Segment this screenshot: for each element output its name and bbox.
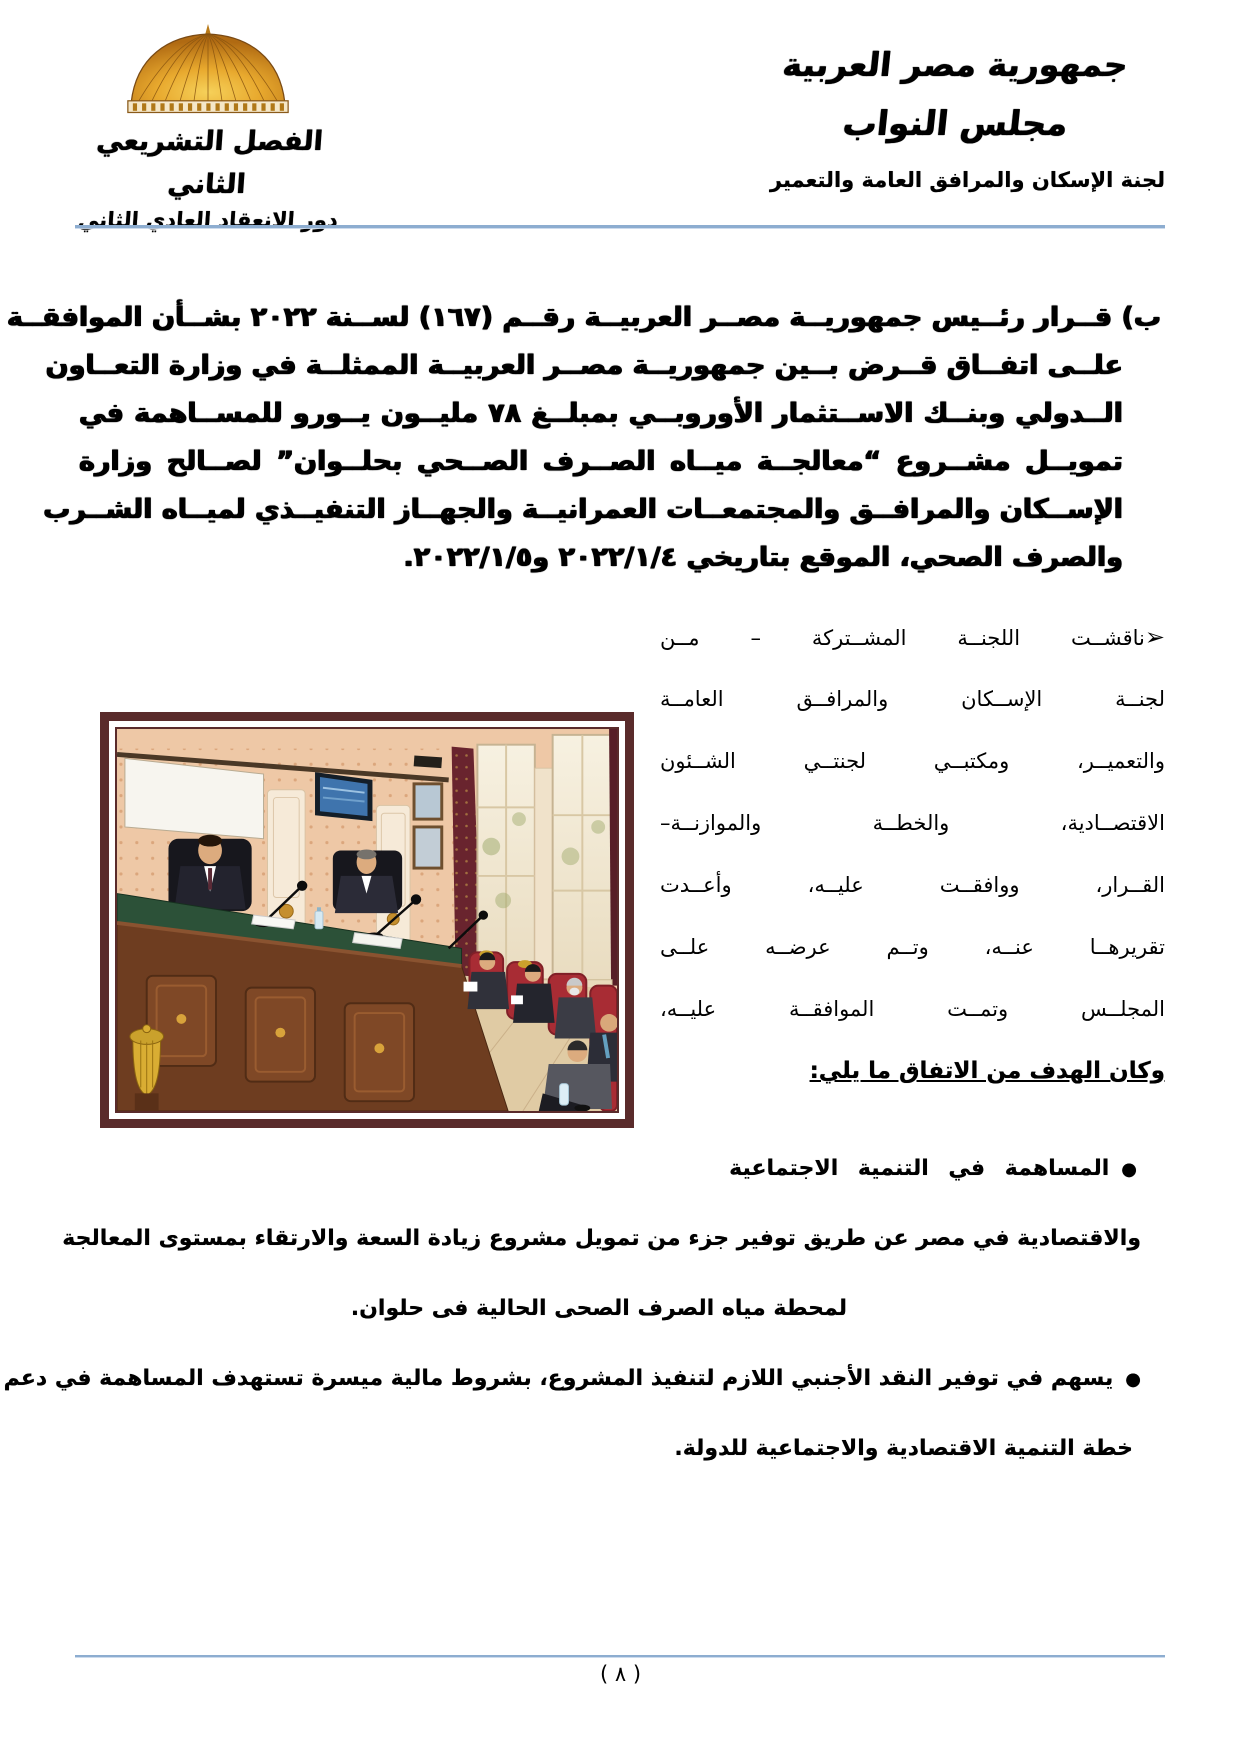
discussion-paragraph [660, 606, 1165, 1102]
goals-list [3, 1134, 1165, 1484]
committee-meeting-photo [100, 712, 634, 1128]
goal-text: يسهم في توفير النقد الأجنبي اللازم لتنفيذ المشروع، بشروط مالية ميسرة تستهدف المساهمة في دعم [3, 1366, 1114, 1391]
goal-item-line [3, 1344, 1165, 1414]
discussion-line: تقريرهــا عنــه، وتــم عرضــه علــى [660, 935, 1165, 959]
parliament-logo [58, 24, 358, 236]
goal-item-line: خطة التنمية الاقتصادية والاجتماعية للدولة. [674, 1436, 1133, 1461]
decision-line: الــدولي وبنــك الاســتثمار الأوروبــي بمبلــغ ٧٨ مليــون يــورو للمســاهمة في [79, 398, 1123, 429]
decision-line: والصرف الصحي، الموقع بتاريخي ٢٠٢٢/١/٤ و٢٠٢٢/١/٥. [403, 542, 1123, 573]
discussion-line: والتعميــر، ومكتبــي لجنتــي الشــئون [660, 749, 1165, 773]
goal-text: المساهمة في التنمية الاجتماعية [729, 1156, 1110, 1181]
decision-paragraph [6, 294, 1161, 582]
header-calligraphy [745, 34, 1165, 151]
bullet-icon: ● [1125, 1369, 1141, 1390]
goal-item-line [95, 1134, 1165, 1204]
discussion-line: لجنــة الإســكان والمرافــق العامــة [660, 687, 1165, 711]
decision-line: الإســكان والمرافــق والمجتمعــات العمرانيــة والجهــاز التنفيــذي لميــاه الشــرب [43, 494, 1123, 525]
discussion-line [660, 606, 1165, 668]
discussion-text: ناقشــت اللجنــة المشــتركة – مــن [660, 626, 1145, 650]
discussion-line: الاقتصــادية، والخطــة والموازنــة– [660, 811, 1165, 835]
header-divider-line [75, 225, 1165, 228]
goal-item-line: والاقتصادية في مصر عن طريق توفير جزء من تمويل مشروع زيادة السعة والارتقاء بمستوى المعالجة [62, 1226, 1141, 1251]
meeting-room-illustration [117, 729, 617, 1111]
footer-divider-line [75, 1655, 1165, 1657]
bullet-icon: ● [1121, 1159, 1137, 1180]
goal-item-line: لمحطة مياه الصرف الصحى الحالية فى حلوان. [350, 1296, 847, 1321]
committee-name: لجنة الإسكان والمرافق العامة والتعمير [769, 168, 1165, 192]
parliament-dome-icon [104, 24, 312, 120]
discussion-line: القــرار، ووافقــت عليــه، وأعــدت [660, 873, 1165, 897]
legislative-term-label: الفصل التشريعي الثاني [95, 126, 324, 201]
decision-line: تمويــل مشــروع “معالجــة ميــاه الصــرف الصــحي بحلــوان” لصــالح وزارة [79, 446, 1123, 477]
discussion-line: المجلــس وتمــت الموافقــة عليــه، [660, 997, 1165, 1021]
decision-line: ب) قــرار رئــيس جمهوريــة مصــر العربيــة رقــم (١٦٧) لســنة ٢٠٢٢ بشــأن الموافقــة [6, 302, 1161, 333]
council-title: مجلس النواب [840, 103, 1070, 144]
goal-heading: وكان الهدف من الاتفاق ما يلي: [809, 1058, 1165, 1084]
session-label: دور الانعقاد العادي الثاني [77, 208, 339, 233]
arrow-bullet-icon: ➢ [1144, 623, 1165, 651]
decision-line: علــى اتفــاق قــرض بــين جمهوريــة مصــر العربيــة الممثلــة في وزارة التعــاون [45, 350, 1123, 381]
page-number: ( ٨ ) [599, 1662, 642, 1686]
republic-title: جمهورية مصر العربية [780, 45, 1130, 84]
